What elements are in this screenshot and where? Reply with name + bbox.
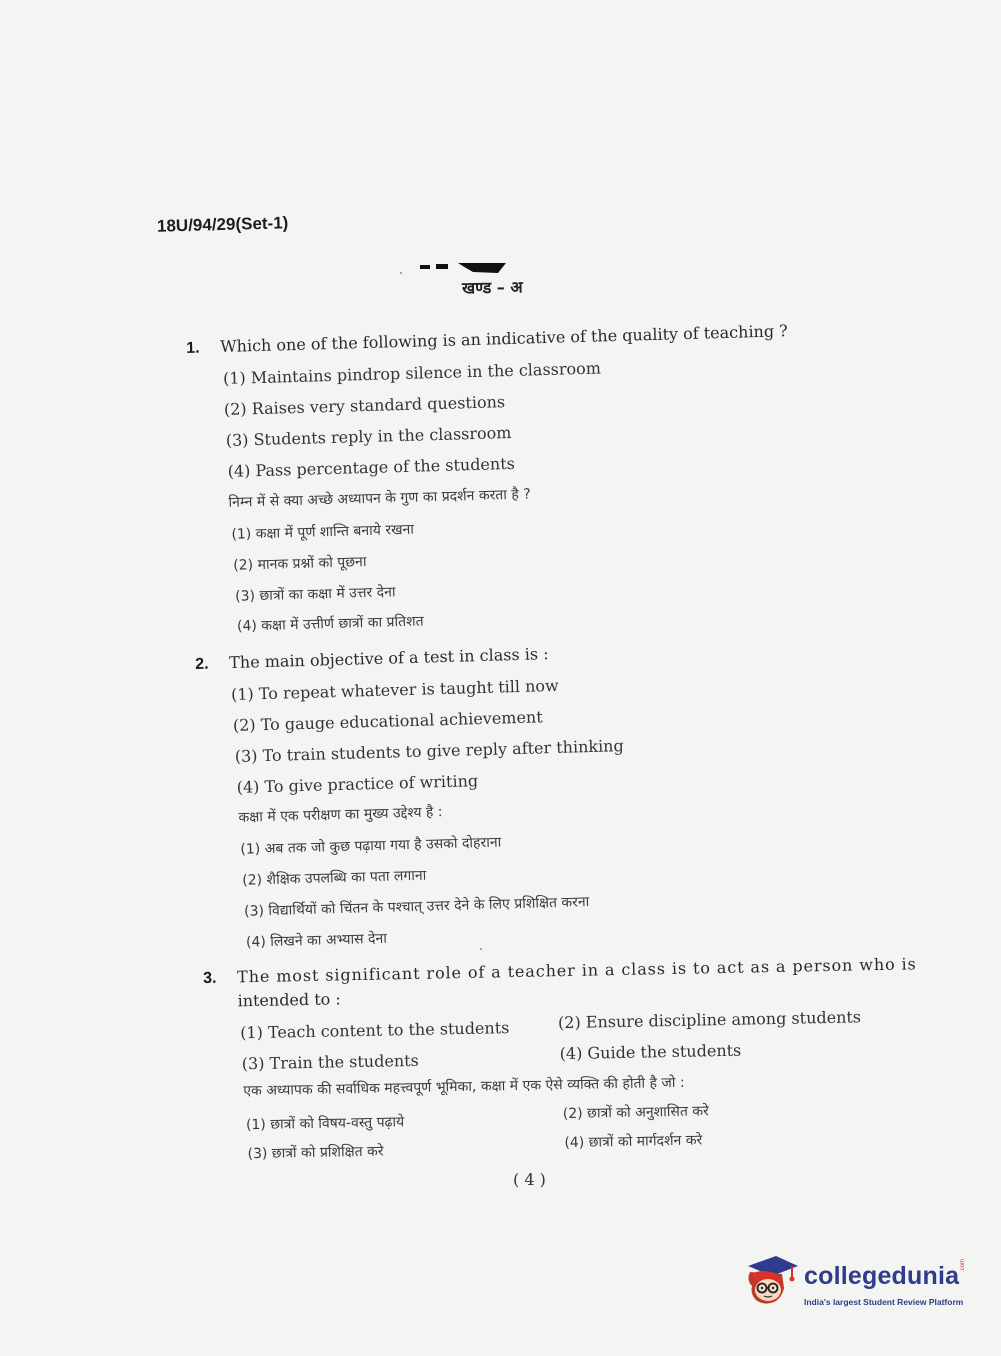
option-en-1: (1) Maintains pindrop silence in the classroom bbox=[222, 358, 602, 388]
option-hi-1: (1) कक्षा में पूर्ण शान्ति बनाये रखना bbox=[231, 521, 415, 543]
option-hi-3: (3) छात्रों का कक्षा में उत्तर देना bbox=[234, 584, 396, 605]
option-hi-4: (4) कक्षा में उत्तीर्ण छात्रों का प्रतिशत bbox=[236, 613, 424, 635]
option-en-1: (1) To repeat whatever is taught till now bbox=[230, 675, 559, 705]
ink-smudge-icon bbox=[418, 262, 508, 274]
option-en-3: (3) To train students to give reply after thinking bbox=[234, 736, 624, 766]
logo-wordmark: collegedunia bbox=[804, 1262, 960, 1290]
option-en-4: (4) Guide the students bbox=[559, 1040, 742, 1064]
option-hi-3: (3) छात्रों को प्रशिक्षित करे bbox=[247, 1143, 384, 1163]
speck bbox=[400, 272, 402, 274]
option-en-2: (2) Ensure discipline among students bbox=[557, 1007, 862, 1033]
collegedunia-logo bbox=[742, 1250, 972, 1320]
question-text-en-line1: The most significant role of a teacher in a class is to act as a person who is bbox=[236, 954, 917, 987]
question-text-en-line2: intended to : bbox=[237, 989, 341, 1011]
option-en-3: (3) Students reply in the classroom bbox=[225, 422, 512, 450]
option-hi-1: (1) अब तक जो कुछ पढ़ाया गया है उसको दोहराना bbox=[240, 834, 502, 858]
question-text-hi: निम्न में से क्या अच्छे अध्यापन के गुण का प्रदर्शन करता है ? bbox=[228, 486, 531, 511]
option-en-2: (2) Raises very standard questions bbox=[223, 392, 506, 419]
speck bbox=[480, 948, 482, 950]
logo-dotcom: .com bbox=[960, 1258, 966, 1272]
question-text-hi: कक्षा में एक परीक्षण का मुख्य उद्देश्य है : bbox=[238, 804, 443, 826]
student-mascot-icon bbox=[742, 1250, 800, 1308]
option-hi-2: (2) छात्रों को अनुशासित करे bbox=[562, 1103, 709, 1123]
option-en-2: (2) To gauge educational achievement bbox=[232, 707, 543, 735]
option-hi-4: (4) लिखने का अभ्यास देना bbox=[245, 930, 388, 951]
option-hi-4: (4) छात्रों को मार्गदर्शन करे bbox=[564, 1132, 703, 1152]
page-number: ( 4 ) bbox=[513, 1170, 546, 1189]
paper-code: 18U/94/29(Set-1) bbox=[156, 213, 289, 236]
question-number: 3. bbox=[203, 969, 217, 987]
section-heading: खण्ड – अ bbox=[461, 277, 523, 298]
question-number: 2. bbox=[195, 655, 209, 673]
question-text-hi: एक अध्यापक की सर्वाधिक महत्त्वपूर्ण भूमिका, कक्षा में एक ऐसे व्यक्ति की होती है जो : bbox=[243, 1074, 685, 1100]
option-en-4: (4) To give practice of writing bbox=[236, 771, 479, 797]
option-hi-2: (2) मानक प्रश्नों को पूछना bbox=[233, 554, 367, 574]
question-text-en: The main objective of a test in class is : bbox=[228, 644, 549, 673]
question-number: 1. bbox=[186, 339, 200, 357]
question-text-en: Which one of the following is an indicative of the quality of teaching ? bbox=[219, 321, 788, 357]
option-hi-1: (1) छात्रों को विषय-वस्तु पढ़ाये bbox=[245, 1114, 405, 1134]
option-hi-2: (2) शैक्षिक उपलब्धि का पता लगाना bbox=[242, 867, 427, 889]
option-hi-3: (3) विद्यार्थियों को चिंतन के पश्चात् उत्तर देने के लिए प्रशिक्षित करना bbox=[243, 894, 590, 920]
option-en-4: (4) Pass percentage of the students bbox=[227, 453, 516, 481]
option-en-1: (1) Teach content to the students bbox=[240, 1018, 510, 1043]
option-en-3: (3) Train the students bbox=[241, 1050, 419, 1074]
logo-tagline: India's largest Student Review Platform bbox=[804, 1297, 964, 1307]
